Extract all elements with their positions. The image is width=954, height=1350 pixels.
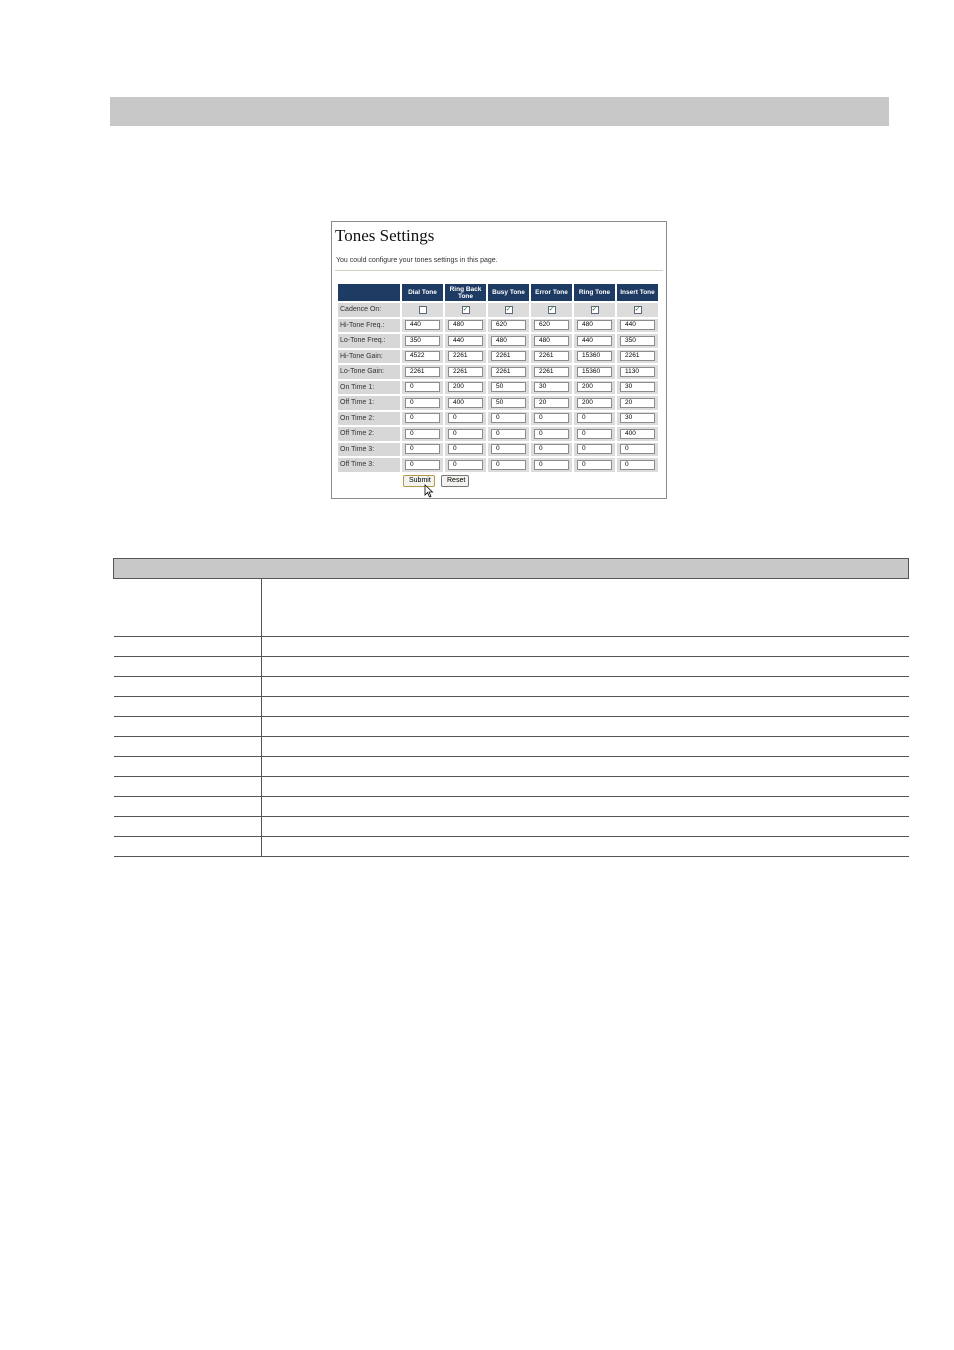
value-input-dial-tone[interactable]: 0	[405, 460, 440, 470]
submit-button[interactable]: Submit	[403, 475, 435, 487]
value-input-error-tone[interactable]: 0	[534, 413, 569, 423]
value-input-ring-back-tone[interactable]: 2261	[448, 367, 483, 377]
value-input-ring-back-tone[interactable]: 0	[448, 429, 483, 439]
tones-table	[336, 282, 660, 474]
value-input-ring-tone[interactable]: 200	[577, 398, 612, 408]
table-row	[114, 677, 909, 697]
value-input-error-tone[interactable]: 0	[534, 460, 569, 470]
row-label: Off Time 3:	[338, 458, 400, 472]
value-input-insert-tone[interactable]: 440	[620, 320, 655, 330]
value-input-insert-tone[interactable]: 1130	[620, 367, 655, 377]
table-row	[114, 717, 909, 737]
value-input-busy-tone[interactable]: 0	[491, 429, 526, 439]
table-row	[114, 837, 909, 857]
tones-row	[338, 319, 658, 333]
value-input-error-tone[interactable]: 0	[534, 444, 569, 454]
tones-row	[338, 334, 658, 348]
value-input-ring-tone[interactable]: 440	[577, 336, 612, 346]
row-label: On Time 2:	[338, 412, 400, 426]
col-ring-tone: Ring Tone	[574, 284, 615, 301]
table-row	[114, 777, 909, 797]
value-input-dial-tone[interactable]: 4522	[405, 351, 440, 361]
value-input-ring-tone[interactable]: 15360	[577, 351, 612, 361]
cadence-row	[338, 303, 658, 317]
value-input-dial-tone[interactable]: 440	[405, 320, 440, 330]
value-input-insert-tone[interactable]: 30	[620, 382, 655, 392]
value-input-dial-tone[interactable]: 0	[405, 429, 440, 439]
description-table-header	[114, 559, 909, 579]
value-input-dial-tone[interactable]: 350	[405, 336, 440, 346]
row-label: Lo-Tone Freq.:	[338, 334, 400, 348]
table-row	[114, 697, 909, 717]
value-input-busy-tone[interactable]: 480	[491, 336, 526, 346]
value-input-error-tone[interactable]: 480	[534, 336, 569, 346]
row-label: Off Time 1:	[338, 396, 400, 410]
tones-row	[338, 381, 658, 395]
value-input-busy-tone[interactable]: 2261	[491, 351, 526, 361]
value-input-ring-tone[interactable]: 15360	[577, 367, 612, 377]
value-input-error-tone[interactable]: 20	[534, 398, 569, 408]
row-label: Lo-Tone Gain:	[338, 365, 400, 379]
tones-row	[338, 396, 658, 410]
row-label: Hi-Tone Freq.:	[338, 319, 400, 333]
value-input-error-tone[interactable]: 2261	[534, 351, 569, 361]
cadence-checkbox-dial-tone[interactable]	[419, 306, 427, 314]
col-insert-tone: Insert Tone	[617, 284, 658, 301]
cadence-checkbox-error-tone[interactable]: ✓	[548, 305, 555, 313]
table-row	[114, 817, 909, 837]
row-label: On Time 3:	[338, 443, 400, 457]
row-label: Hi-Tone Gain:	[338, 350, 400, 364]
value-input-insert-tone[interactable]: 2261	[620, 351, 655, 361]
col-error-tone: Error Tone	[531, 284, 572, 301]
tones-row	[338, 443, 658, 457]
row-label: Cadence On:	[338, 303, 400, 317]
tones-row	[338, 412, 658, 426]
value-input-ring-back-tone[interactable]: 480	[448, 320, 483, 330]
value-input-error-tone[interactable]: 0	[534, 429, 569, 439]
value-input-ring-back-tone[interactable]: 400	[448, 398, 483, 408]
description-table	[113, 558, 909, 857]
value-input-ring-back-tone[interactable]: 440	[448, 336, 483, 346]
value-input-ring-back-tone[interactable]: 200	[448, 382, 483, 392]
value-input-busy-tone[interactable]: 620	[491, 320, 526, 330]
tones-settings-screenshot	[331, 221, 667, 499]
page-description: You could configure your tones settings in this page.	[336, 257, 498, 264]
cadence-checkbox-busy-tone[interactable]: ✓	[505, 305, 512, 313]
value-input-busy-tone[interactable]: 0	[491, 444, 526, 454]
value-input-ring-tone[interactable]: 0	[577, 444, 612, 454]
row-label: On Time 1:	[338, 381, 400, 395]
value-input-ring-tone[interactable]: 480	[577, 320, 612, 330]
value-input-dial-tone[interactable]: 0	[405, 413, 440, 423]
value-input-error-tone[interactable]: 30	[534, 382, 569, 392]
value-input-insert-tone[interactable]: 0	[620, 460, 655, 470]
value-input-dial-tone[interactable]: 0	[405, 398, 440, 408]
col-busy-tone: Busy Tone	[488, 284, 529, 301]
value-input-insert-tone[interactable]: 400	[620, 429, 655, 439]
value-input-insert-tone[interactable]: 30	[620, 413, 655, 423]
value-input-dial-tone[interactable]: 0	[405, 382, 440, 392]
value-input-insert-tone[interactable]: 0	[620, 444, 655, 454]
header-corner	[338, 284, 400, 301]
value-input-ring-back-tone[interactable]: 0	[448, 413, 483, 423]
value-input-error-tone[interactable]: 2261	[534, 367, 569, 377]
value-input-busy-tone[interactable]: 2261	[491, 367, 526, 377]
section-header-bar	[110, 97, 889, 126]
value-input-ring-tone[interactable]: 0	[577, 429, 612, 439]
col-dial-tone: Dial Tone	[402, 284, 443, 301]
table-row	[114, 579, 909, 637]
value-input-ring-back-tone[interactable]: 0	[448, 460, 483, 470]
value-input-busy-tone[interactable]: 0	[491, 413, 526, 423]
cadence-checkbox-ring-tone[interactable]: ✓	[591, 305, 598, 313]
page-title: Tones Settings	[335, 226, 435, 245]
row-label: Off Time 2:	[338, 427, 400, 441]
value-input-insert-tone[interactable]: 20	[620, 398, 655, 408]
value-input-busy-tone[interactable]: 0	[491, 460, 526, 470]
value-input-dial-tone[interactable]: 0	[405, 444, 440, 454]
value-input-ring-tone[interactable]: 200	[577, 382, 612, 392]
table-row	[114, 757, 909, 777]
divider	[335, 270, 663, 271]
table-row	[114, 737, 909, 757]
value-input-ring-back-tone[interactable]: 0	[448, 444, 483, 454]
value-input-error-tone[interactable]: 620	[534, 320, 569, 330]
col-ring-back-tone: Ring Back Tone	[445, 284, 486, 301]
tones-row	[338, 458, 658, 472]
table-row	[114, 657, 909, 677]
tones-row	[338, 350, 658, 364]
value-input-insert-tone[interactable]: 350	[620, 336, 655, 346]
reset-button[interactable]: Reset	[441, 475, 469, 487]
tones-header-row	[338, 284, 658, 301]
cadence-checkbox-insert-tone[interactable]: ✓	[634, 305, 641, 313]
mouse-cursor-icon	[424, 484, 434, 498]
value-input-busy-tone[interactable]: 50	[491, 382, 526, 392]
value-input-ring-tone[interactable]: 0	[577, 413, 612, 423]
tones-row	[338, 427, 658, 441]
cadence-checkbox-ring-back-tone[interactable]: ✓	[462, 305, 469, 313]
table-row	[114, 637, 909, 657]
tones-row	[338, 365, 658, 379]
value-input-ring-tone[interactable]: 0	[577, 460, 612, 470]
table-row	[114, 797, 909, 817]
value-input-ring-back-tone[interactable]: 2261	[448, 351, 483, 361]
value-input-busy-tone[interactable]: 50	[491, 398, 526, 408]
value-input-dial-tone[interactable]: 2261	[405, 367, 440, 377]
